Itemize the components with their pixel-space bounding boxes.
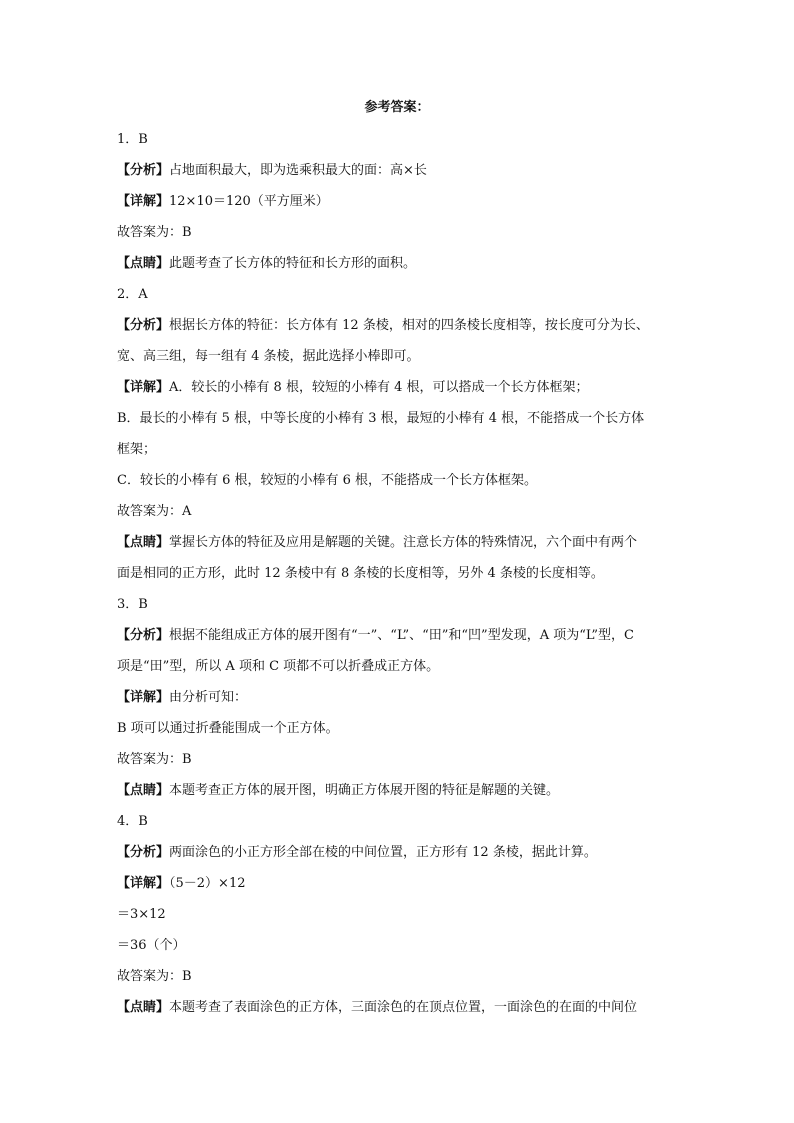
q3-number: 3．B <box>117 597 148 612</box>
answer-content <box>117 124 687 1023</box>
q3-comment-text: 本题考查正方体的展开图，明确正方体展开图的特征是解题的关键。 <box>169 783 560 798</box>
q4-comment <box>117 992 687 1023</box>
q2-analysis-cont: 宽、高三组，每一组有 4 条棱，据此选择小棒即可。 <box>117 349 420 364</box>
q2-detail-c: C．较长的小棒有 6 根，较短的小棒有 6 根，不能搭成一个长方体框架。 <box>117 473 538 488</box>
comment-tag: 【点睛】 <box>117 256 170 271</box>
detail-tag: 【详解】 <box>117 380 170 395</box>
q4-detail <box>117 868 687 899</box>
q3-analysis <box>117 620 687 651</box>
analysis-tag: 【分析】 <box>117 845 170 860</box>
q1-detail <box>117 186 687 217</box>
q3-detail-text-1: 由分析可知： <box>169 690 248 705</box>
analysis-tag: 【分析】 <box>117 318 170 333</box>
comment-tag: 【点睛】 <box>117 783 170 798</box>
q1-analysis <box>117 155 687 186</box>
comment-tag: 【点睛】 <box>117 1000 170 1015</box>
q2-detail-b-cont: 框架； <box>117 442 157 457</box>
q3-answer: 故答案为：B <box>117 752 192 767</box>
comment-tag: 【点睛】 <box>117 535 170 550</box>
q2-comment-text-1: 掌握长方体的特征及应用是解题的关键。注意长方体的特殊情况，六个面中有两个 <box>169 535 638 550</box>
analysis-tag: 【分析】 <box>117 628 170 643</box>
detail-tag: 【详解】 <box>117 876 170 891</box>
q2-analysis <box>117 310 687 341</box>
q1-comment-text: 此题考查了长方体的特征和长方形的面积。 <box>169 256 417 271</box>
q2-detail-a: A．较长的小棒有 8 根，较短的小棒有 4 根，可以搭成一个长方体框架； <box>169 380 589 395</box>
q3-detail-cont: B 项可以通过折叠能围成一个正方体。 <box>117 721 339 736</box>
detail-tag: 【详解】 <box>117 690 170 705</box>
q2-number: 2．A <box>117 287 148 302</box>
q2-analysis-text-1: 根据长方体的特征：长方体有 12 条棱，相对的四条棱长度相等，按长度可分为长、 <box>169 318 649 333</box>
q1-analysis-text: 占地面积最大，即为选乘积最大的面：高×长 <box>169 163 427 178</box>
q4-analysis <box>117 837 687 868</box>
q4-number: 4．B <box>117 814 148 829</box>
q1-comment <box>117 248 687 279</box>
page-title: 参考答案： <box>364 100 430 115</box>
q2-comment <box>117 527 687 558</box>
q1-answer: 故答案为：B <box>117 225 192 240</box>
q2-answer: 故答案为：A <box>117 504 192 519</box>
q4-detail-text-1: （5－2）×12 <box>169 876 246 891</box>
q3-comment <box>117 775 687 806</box>
q2-comment-cont: 面是相同的正方形，此时 12 条棱中有 8 条棱的长度相等，另外 4 条棱的长度相等。 <box>117 566 604 581</box>
q1-number: 1．B <box>117 132 148 147</box>
analysis-tag: 【分析】 <box>117 163 170 178</box>
q4-detail-step-3: ＝36（个） <box>117 938 186 953</box>
q4-answer: 故答案为：B <box>117 969 192 984</box>
q2-detail-b: B．最长的小棒有 5 根，中等长度的小棒有 3 根，最短的小棒有 4 根，不能搭成一个长方体 <box>117 411 645 426</box>
q1-detail-text: 12×10＝120（平方厘米） <box>169 194 329 209</box>
q4-analysis-text: 两面涂色的小正方形全部在棱的中间位置，正方形有 12 条棱，据此计算。 <box>169 845 597 860</box>
q4-detail-step-2: ＝3×12 <box>117 907 166 922</box>
q3-detail <box>117 682 687 713</box>
detail-tag: 【详解】 <box>117 194 170 209</box>
q3-analysis-text-1: 根据不能组成正方体的展开图有“一”、“L”、“田”和“凹”型发现，A 项为“L”型，C <box>169 628 634 643</box>
q4-comment-text: 本题考查了表面涂色的正方体，三面涂色的在顶点位置，一面涂色的在面的中间位 <box>169 1000 638 1015</box>
q3-analysis-cont: 项是“田”型，所以 A 项和 C 项都不可以折叠成正方体。 <box>117 659 440 674</box>
q2-detail <box>117 372 687 403</box>
